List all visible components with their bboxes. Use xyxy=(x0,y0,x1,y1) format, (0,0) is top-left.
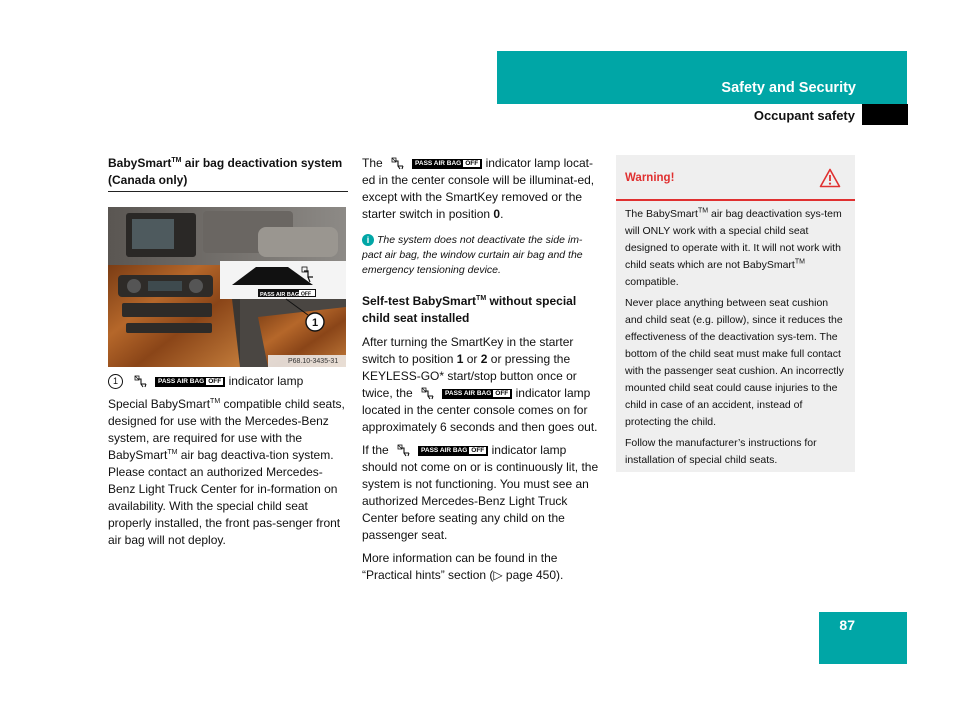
info-note: i The system does not deactivate the side im-pact air bag, the window curtain air bag and the emergency tensioning device. xyxy=(362,234,583,276)
child-seat-icon xyxy=(395,444,415,457)
section-title: Safety and Security xyxy=(721,80,856,96)
subsection-title: Occupant safety xyxy=(753,108,855,123)
warning-body xyxy=(616,201,855,469)
child-seat-icon xyxy=(389,157,409,170)
photo-caption: 1 PASS AIR BAG OFF indicator lamp xyxy=(108,373,348,390)
callout-1: 1 xyxy=(108,374,123,389)
warning-title: Warning! xyxy=(625,172,675,184)
warning-paragraph-2: Never place anything between seat cushion and child seat (e.g. pillow), since it reduces the effectiveness of the deactivation sys-tem. The bottom of the child seat must make full contact with the passenger seat cushion. An incorrectly mounted child seat could cause injuries to the child in case of an accident, instead of protecting the child. xyxy=(625,297,844,428)
self-test-paragraph: After turning the SmartKey in the starter switch to position 1 or 2 or pressing the KEYLESS-GO* start/stop button once or twice, the PASS AIR BAG OFF indicator lamp located in the center console comes on for approximately 6 seconds and then goes out. xyxy=(362,335,598,434)
section-header-bar xyxy=(497,51,907,104)
more-info-paragraph: More information can be found in the “Practical hints” section (▷ page 450). xyxy=(362,551,564,582)
child-seat-icon xyxy=(132,375,152,388)
warning-paragraph-1: The BabySmart™ air bag deactivation sys-tem will ONLY work with a special child seat designed to operate with it. It will not work with child seats which are not BabySmart™ compatible. xyxy=(625,207,842,288)
warning-triangle-icon xyxy=(819,168,841,188)
warning-header xyxy=(616,155,855,201)
pass-airbag-off-tag: PASS AIR BAG OFF xyxy=(418,446,488,456)
indicator-paragraph: The PASS AIR BAG OFF indicator lamp locat-ed in the center console will be illuminat-ed, except with the SmartKey removed or the starter switch in position 0. xyxy=(362,156,595,221)
photo-code: P68.10-3435-31 xyxy=(288,358,339,365)
photo-pass-airbag-label: PASS AIR BAG xyxy=(260,292,300,298)
child-seat-icon xyxy=(419,387,439,400)
pass-airbag-off-tag: PASS AIR BAG OFF xyxy=(155,377,225,387)
console-photo xyxy=(108,207,346,367)
pass-airbag-off-tag: PASS AIR BAG OFF xyxy=(442,389,512,399)
photo-off-label: OFF xyxy=(301,291,311,298)
pass-airbag-off-tag: PASS AIR BAG OFF xyxy=(412,159,482,169)
malfunction-paragraph: If the PASS AIR BAG OFF indicator lamp should not come on or is continuously lit, the system is not functioning. You must see an authorized Mercedes-Benz Light Truck Center before seating any child on the passenger seat. xyxy=(362,443,599,542)
warning-paragraph-3: Follow the manufacturer’s instructions for installation of special child seats. xyxy=(625,437,817,466)
page-number-box xyxy=(819,612,907,664)
self-test-heading: Self-test BabySmart™ without special child seat installed xyxy=(362,294,577,325)
subsection-marker xyxy=(862,104,908,125)
column-left xyxy=(108,155,348,555)
page-number: 87 xyxy=(839,617,855,633)
column-middle xyxy=(362,155,602,590)
photo-callout-number: 1 xyxy=(312,317,319,329)
warning-box xyxy=(616,155,855,472)
info-icon: i xyxy=(362,234,374,246)
babysmart-heading: BabySmart™ air bag deactivation system (Canada only) xyxy=(108,155,348,192)
babysmart-paragraph: Special BabySmart™ compatible child seats, designed for use with the Mercedes-Benz system, are required for use with the BabySmart™ air bag deactiva-tion system. Please contact an authorized Mercedes-Benz Light Truck Center for in-formation on availability. With the special child seat properly installed, the front pas-senger front air bag will not deploy. xyxy=(108,397,345,547)
